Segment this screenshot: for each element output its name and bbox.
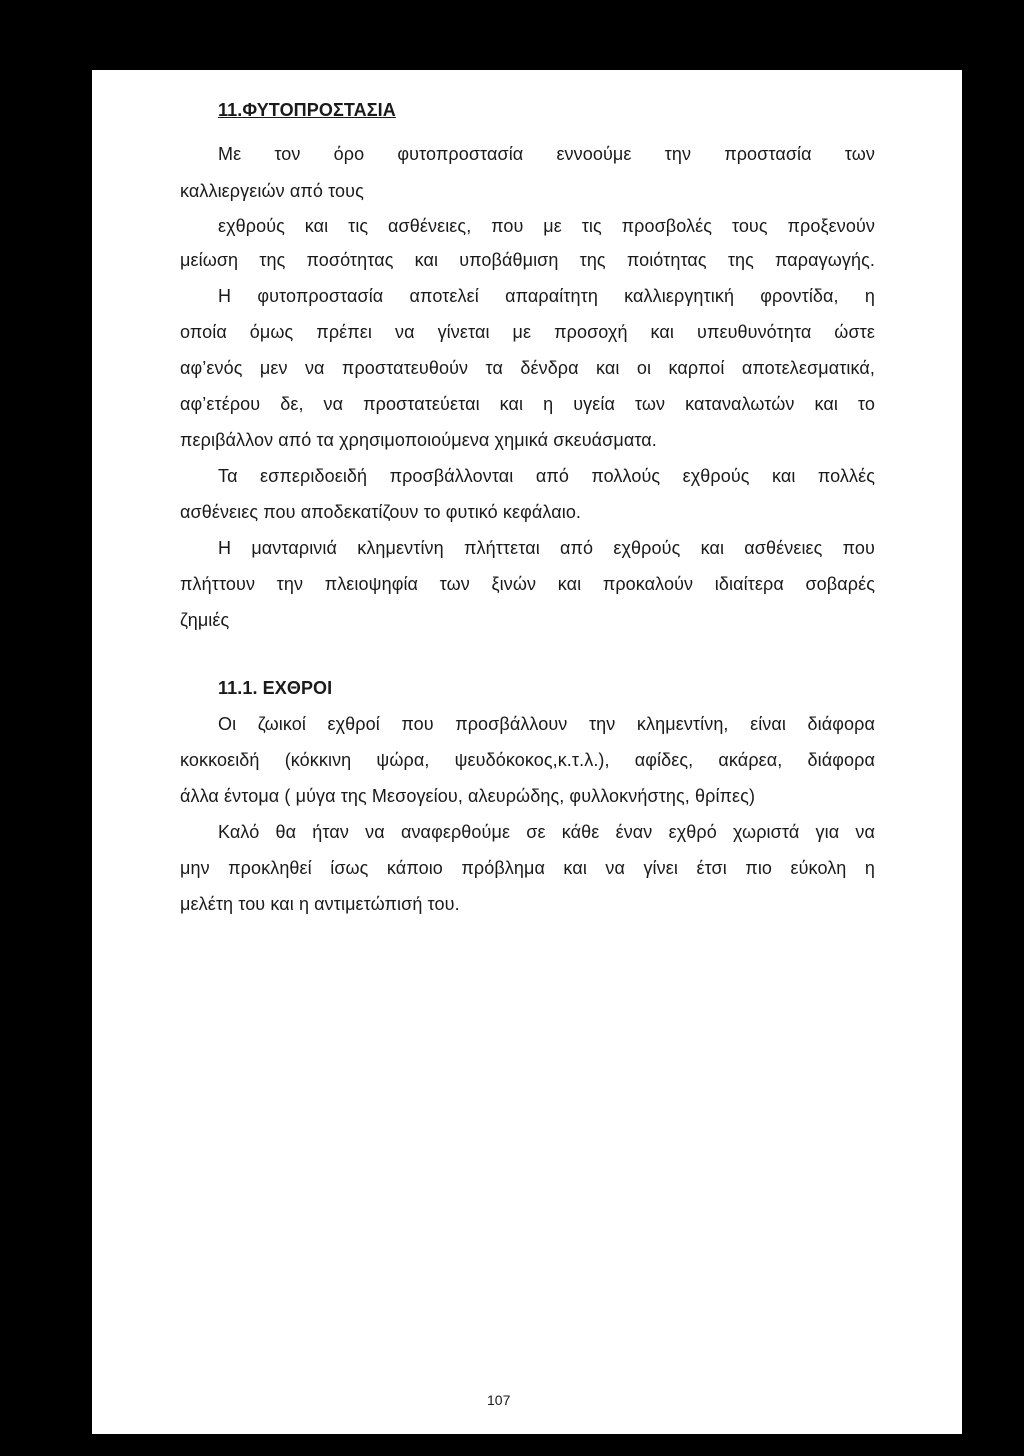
paragraph-line: περιβάλλον από τα χρησιμοποιούμενα χημικά σκευάσματα. (180, 430, 657, 450)
paragraph-line: Η μανταρινιά κλημεντίνη πλήττεται από εχθρούς και ασθένειες που (218, 538, 875, 558)
paragraph-line: εχθρούς και τις ασθένειες, που με τις προσβολές τους προξενούν (218, 216, 875, 236)
paragraph-line: Οι ζωικοί εχθροί που προσβάλλουν την κλημεντίνη, είναι διάφορα (218, 714, 875, 734)
paragraph-line: κοκκοειδή (κόκκινη ψώρα, ψευδόκοκος,κ.τ.λ.), αφίδες, ακάρεα, διάφορα (180, 750, 875, 770)
paragraph-line: Με τον όρο φυτοπροστασία εννοούμε την προστασία των (218, 144, 875, 164)
paragraph-line: μελέτη του και η αντιμετώπισή του. (180, 894, 460, 914)
paragraph-line: ζημιές (180, 610, 230, 630)
paragraph-line: αφ’ενός μεν να προστατευθούν τα δένδρα και οι καρποί αποτελεσματικά, (180, 358, 875, 378)
page-number: 107 (487, 1392, 511, 1408)
paragraph-line: Τα εσπεριδοειδή προσβάλλονται από πολλούς εχθρούς και πολλές (218, 466, 875, 486)
paragraph-line: οποία όμως πρέπει να γίνεται με προσοχή και υπευθυνότητα ώστε (180, 322, 875, 342)
section-heading: 11.ΦΥΤΟΠΡΟΣΤΑΣΙΑ (218, 100, 396, 120)
paragraph-line: Καλό θα ήταν να αναφερθούμε σε κάθε έναν εχθρό χωριστά για να (218, 822, 875, 842)
subsection-heading: 11.1. ΕΧΘΡΟΙ (218, 678, 333, 698)
paragraph-line: άλλα έντομα ( μύγα της Μεσογείου, αλευρώδης, φυλλοκνήστης, θρίπες) (180, 786, 756, 806)
paragraph-line: Η φυτοπροστασία αποτελεί απαραίτητη καλλιεργητική φροντίδα, η (218, 286, 875, 306)
paragraph-line: μην προκληθεί ίσως κάποιο πρόβλημα και να γίνει έτσι πιο εύκολη η (180, 858, 875, 878)
paragraph-line: καλλιεργειών από τους (180, 181, 364, 201)
paragraph-line: αφ’ετέρου δε, να προστατεύεται και η υγεία των καταναλωτών και το (180, 394, 875, 414)
paragraph-line: πλήττουν την πλειοψηφία των ξινών και προκαλούν ιδιαίτερα σοβαρές (180, 574, 875, 594)
paragraph-line: ασθένειες που αποδεκατίζουν το φυτικό κεφάλαιο. (180, 502, 582, 522)
paragraph-line: μείωση της ποσότητας και υποβάθμιση της ποιότητας της παραγωγής. (180, 250, 875, 270)
